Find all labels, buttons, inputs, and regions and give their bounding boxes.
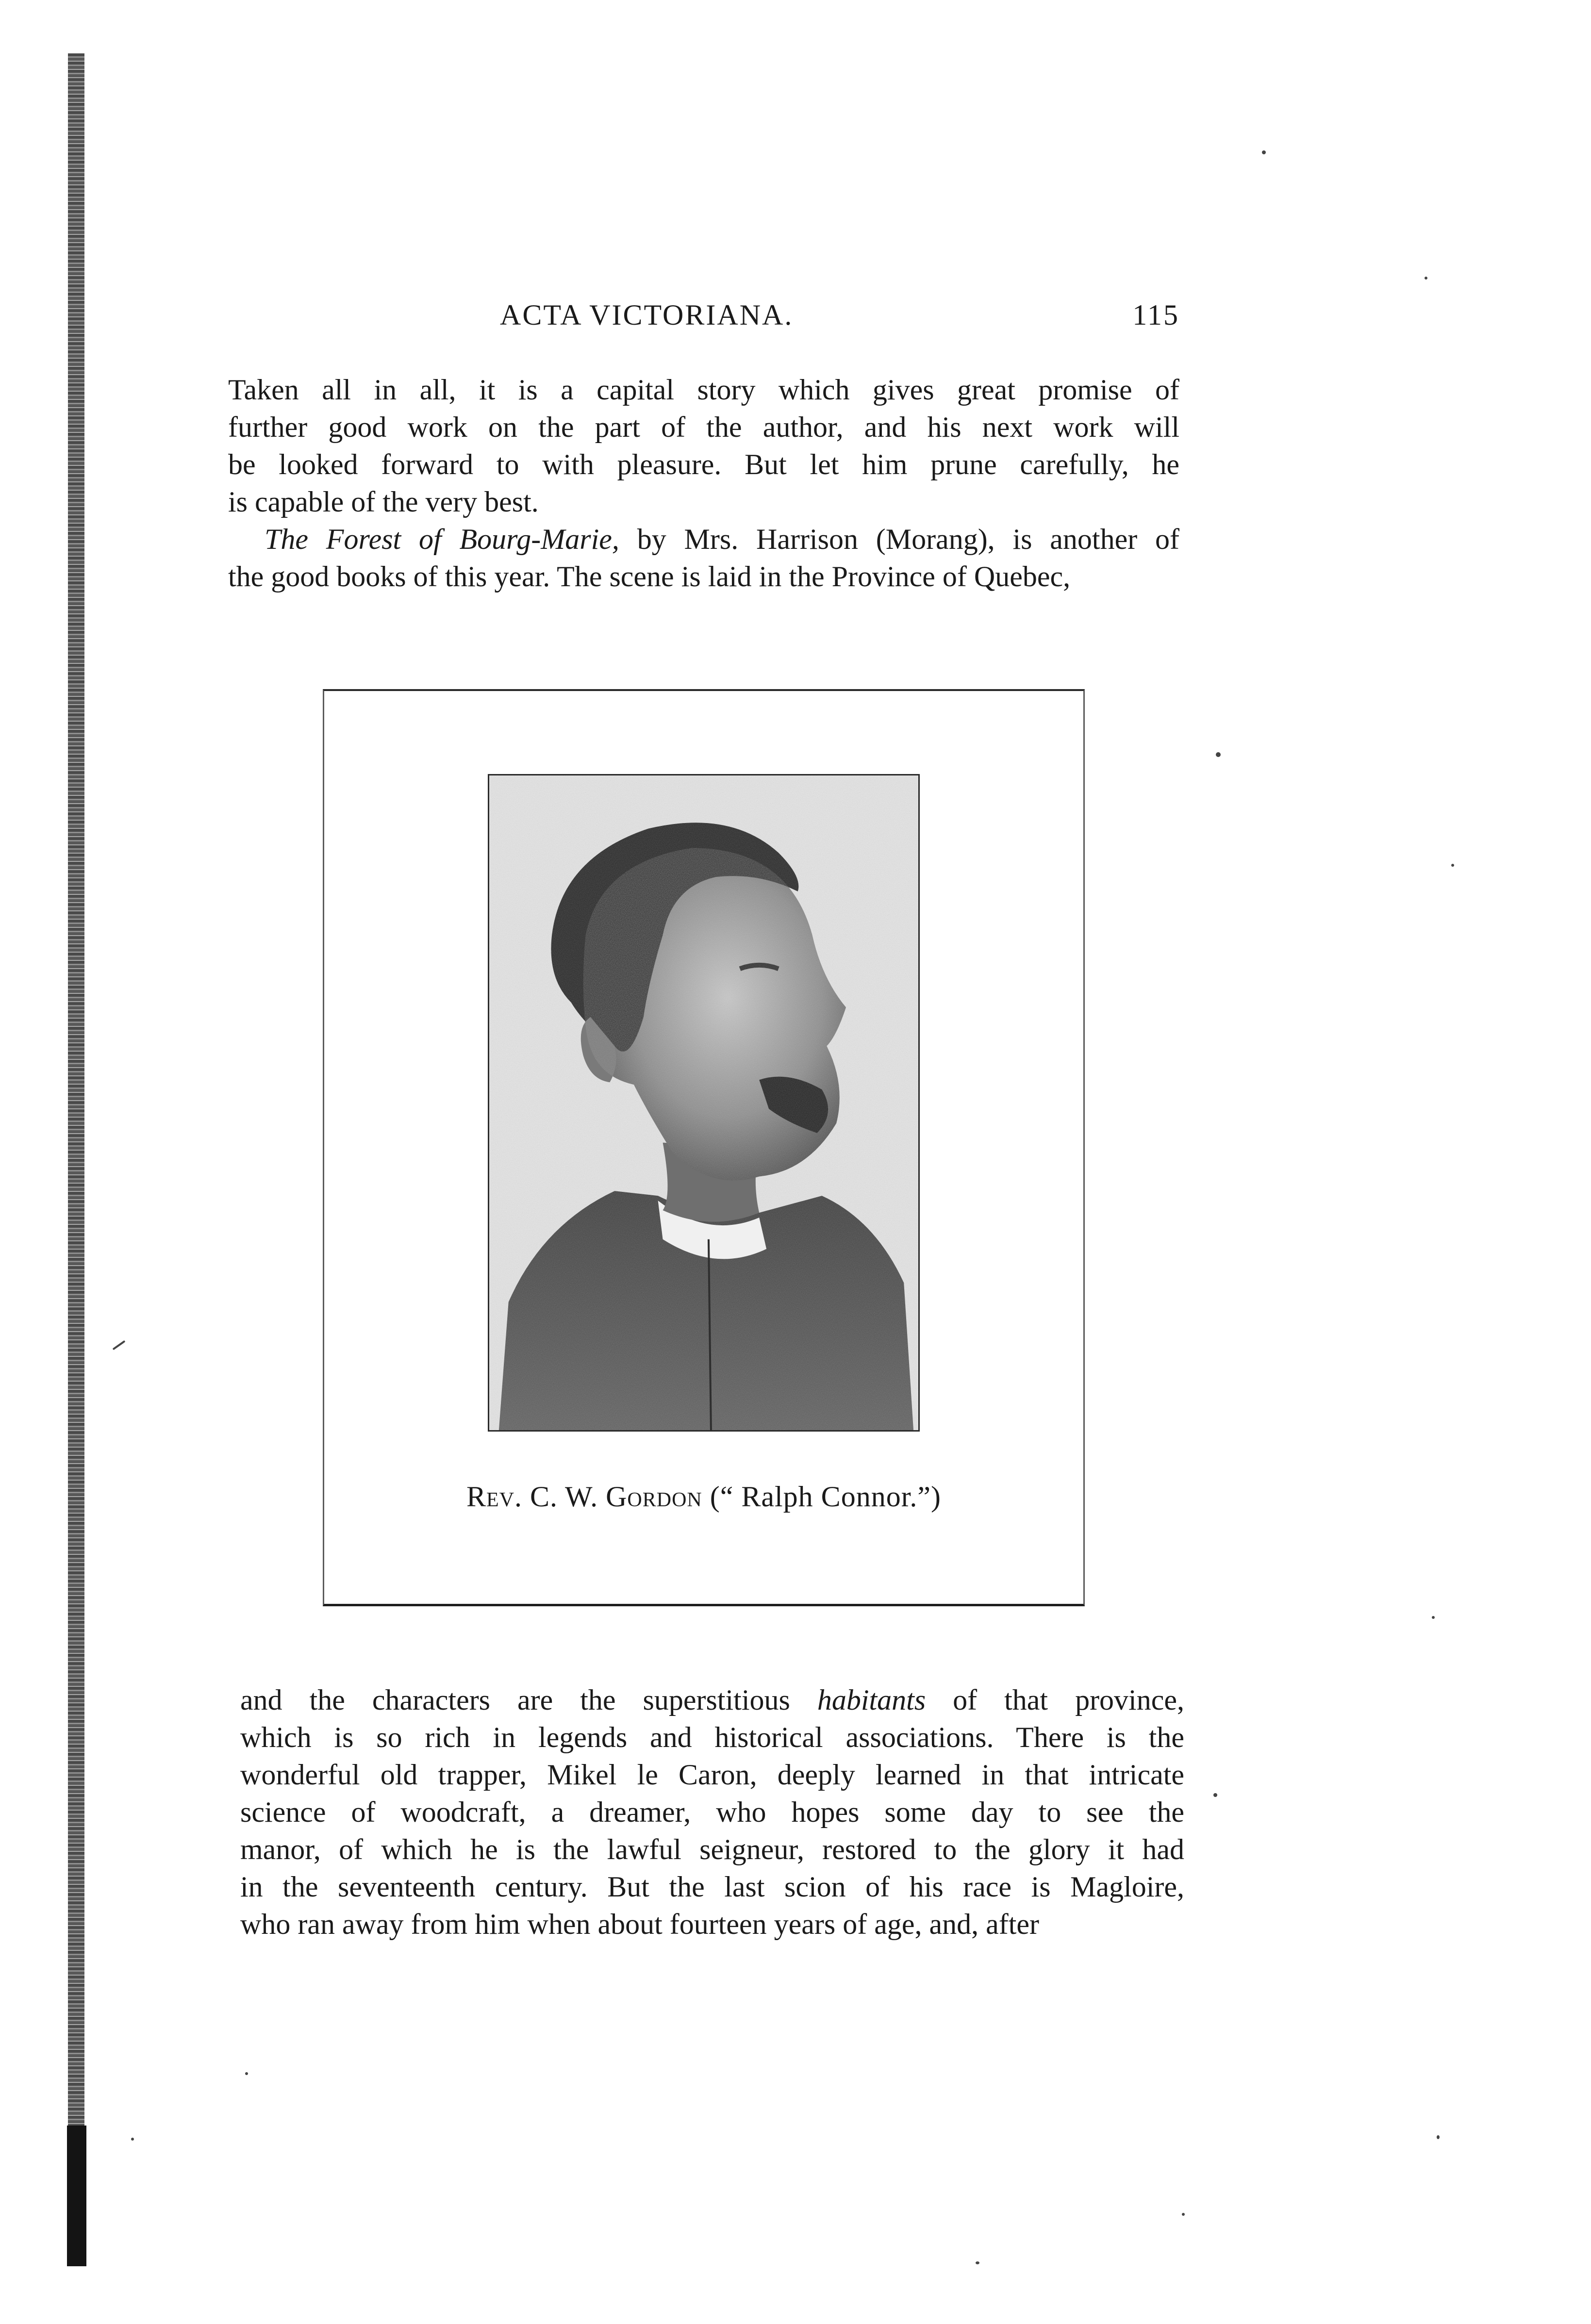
italic-term: habitants [817,1684,926,1716]
text-line: who ran away from him when about fourteen years of age, and, after [240,1908,1040,1940]
figure-caption [323,1480,1085,1514]
scan-speck [1262,150,1266,154]
text-line: in the seventeenth century. But the last scion of his race is Magloire, [240,1871,1184,1903]
scan-speck [1216,752,1221,757]
text-line [240,1681,1184,1719]
text-fragment: and the characters are the superstitious [240,1684,817,1716]
page-number: 115 [1132,299,1179,331]
scan-speck [1182,2213,1185,2216]
lower-text-block [240,1681,1184,1943]
book-title: The Forest of Bourg-Marie, [265,523,619,555]
text-line: the good books of this year. The scene is laid in the Province of Quebec, [228,560,1071,593]
text-line: further good work on the part of the author, and his next work will [228,411,1179,443]
scan-speck [1437,2135,1440,2139]
journal-title: ACTA VICTORIANA. [500,299,794,331]
scan-speck [131,2138,134,2141]
text-line: be looked forward to with pleasure. But let him prune carefully, he [228,448,1179,480]
binding-edge [68,53,84,2266]
text-fragment: by Mrs. Harrison (Morang), is another of [619,523,1179,555]
scan-speck [1425,277,1427,280]
scan-speck [1451,864,1454,867]
text-line: manor, of which he is the lawful seigneur, restored to the glory it had [240,1833,1184,1865]
text-line: science of woodcraft, a dreamer, who hopes some day to see the [240,1796,1184,1828]
binding-edge-shadow [67,2126,86,2266]
text-line: Taken all in all, it is a capital story which gives great promise of [228,374,1179,406]
portrait-illustration [489,775,918,1430]
running-header [228,298,1179,337]
text-line: wonderful old trapper, Mikel le Caron, deeply learned in that intricate [240,1759,1184,1791]
scan-speck [245,2072,248,2075]
portrait-image [488,774,920,1432]
text-line: is capable of the very best. [228,486,539,518]
scan-speck [1432,1616,1435,1619]
scan-speck [976,2261,979,2264]
text-fragment: of that province, [926,1684,1184,1716]
text-line [228,521,1179,558]
caption-pseudonym: (“ Ralph Connor.”) [702,1481,941,1513]
scan-speck [1213,1793,1217,1797]
upper-text-block [228,371,1179,595]
text-line: which is so rich in legends and historical associations. There is the [240,1721,1184,1753]
caption-name: Rev. C. W. Gordon [466,1481,702,1513]
scan-speck [113,1340,126,1350]
